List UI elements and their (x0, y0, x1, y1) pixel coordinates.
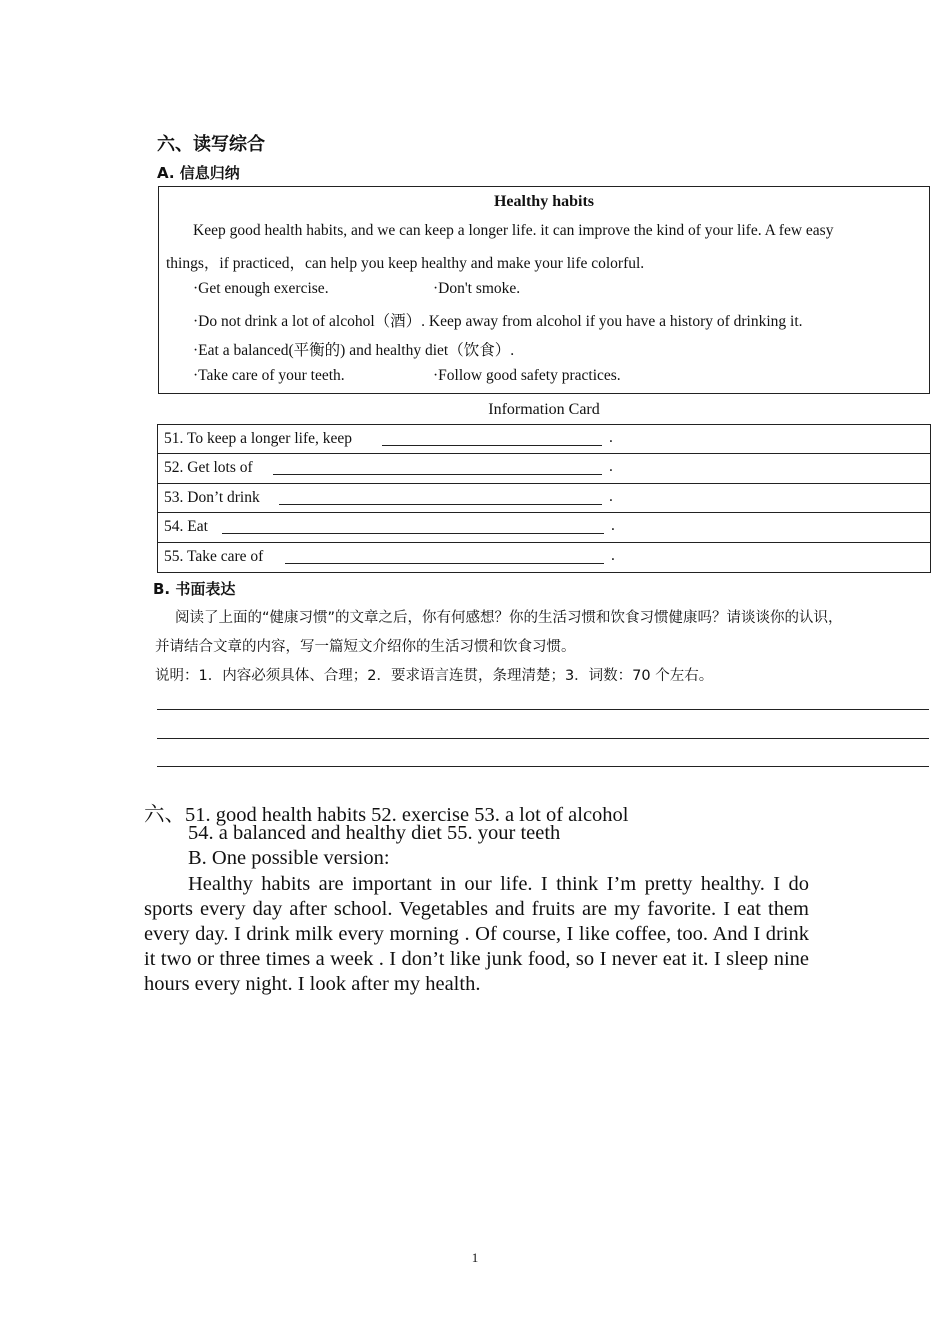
part-a-heading: A. 信息归纳 (157, 164, 240, 182)
passage-title: Healthy habits (493, 193, 594, 210)
row-period: . (611, 517, 615, 535)
card-row-label: 55. Take care of (164, 547, 264, 565)
card-row-55 (158, 543, 930, 572)
information-card (157, 424, 931, 573)
sample-essay (144, 872, 809, 997)
passage-line-2: things，if practiced，can help you keep healthy and make your life colorful. (166, 255, 645, 272)
writing-prompt-line-1: 阅读了上面的“健康习惯”的文章之后，你有何感想？你的生活习惯和饮食习惯健康吗？请谈谈你的认识， (175, 610, 843, 626)
card-row-label: 54. Eat (164, 518, 208, 536)
card-row-52 (158, 454, 930, 483)
row-period: . (611, 546, 615, 564)
answer-blank-52[interactable] (273, 474, 602, 475)
card-row-53 (158, 484, 930, 513)
tip-smoke: ·Don't smoke. (433, 280, 521, 297)
answer-blank-51[interactable] (382, 445, 602, 446)
answer-key-line-1: 六、51. good health habits 52. exercise 53. a lot of alcohol (144, 804, 629, 826)
part-b-heading: B. 书面表达 (153, 580, 236, 598)
tip-exercise: ·Get enough exercise. (193, 280, 329, 297)
card-title: Information Card (488, 401, 600, 418)
row-period: . (609, 429, 613, 446)
answer-blank-54[interactable] (222, 533, 604, 534)
card-row-label: 52. Get lots of (164, 459, 253, 477)
writing-line-1[interactable] (157, 709, 929, 710)
answer-blank-55[interactable] (285, 563, 604, 564)
section-title: 六、读写综合 (157, 134, 265, 155)
tip-alcohol: ·Do not drink a lot of alcohol（酒）. Keep away from alcohol if you have a history of drinking it. (193, 313, 803, 330)
card-row-51 (158, 425, 930, 454)
answer-blank-53[interactable] (279, 504, 602, 505)
sample-essay-text: Healthy habits are important in our life. I think I’m pretty healthy. I do sports every day after school. Vegetables and fruits are my favorite. I eat them every day. I drink milk every morning . Of course, I like coffee, too. And I drink it two or three times a week . I don’t like junk food, so I never eat it. I sleep nine hours every night. I look after my health. (144, 873, 809, 995)
answer-key-line-2: 54. a balanced and healthy diet 55. your teeth (188, 822, 561, 844)
passage-line-1: Keep good health habits, and we can keep a longer life. it can improve the kind of your life. A few easy (193, 222, 834, 239)
card-row-label: 51. To keep a longer life, keep (164, 430, 353, 447)
writing-note: 说明：1．内容必须具体、合理；2．要求语言连贯，条理清楚；3．词数：70 个左右。 (155, 668, 714, 684)
tip-teeth: ·Take care of your teeth. (193, 367, 345, 384)
card-row-54 (158, 513, 930, 542)
page-number: 1 (471, 1250, 479, 1265)
answer-version-label: B. One possible version: (188, 847, 390, 869)
writing-line-3[interactable] (157, 766, 929, 767)
writing-prompt-line-2: 并请结合文章的内容，写一篇短文介绍你的生活习惯和饮食习惯。 (155, 639, 576, 655)
tip-diet: ·Eat a balanced(平衡的) and healthy diet（饮食）. (193, 342, 515, 359)
row-period: . (609, 487, 613, 505)
tip-safety: ·Follow good safety practices. (433, 367, 621, 384)
row-period: . (609, 458, 613, 476)
passage-box (158, 186, 930, 394)
card-row-label: 53. Don’t drink (164, 488, 260, 506)
writing-line-2[interactable] (157, 738, 929, 739)
